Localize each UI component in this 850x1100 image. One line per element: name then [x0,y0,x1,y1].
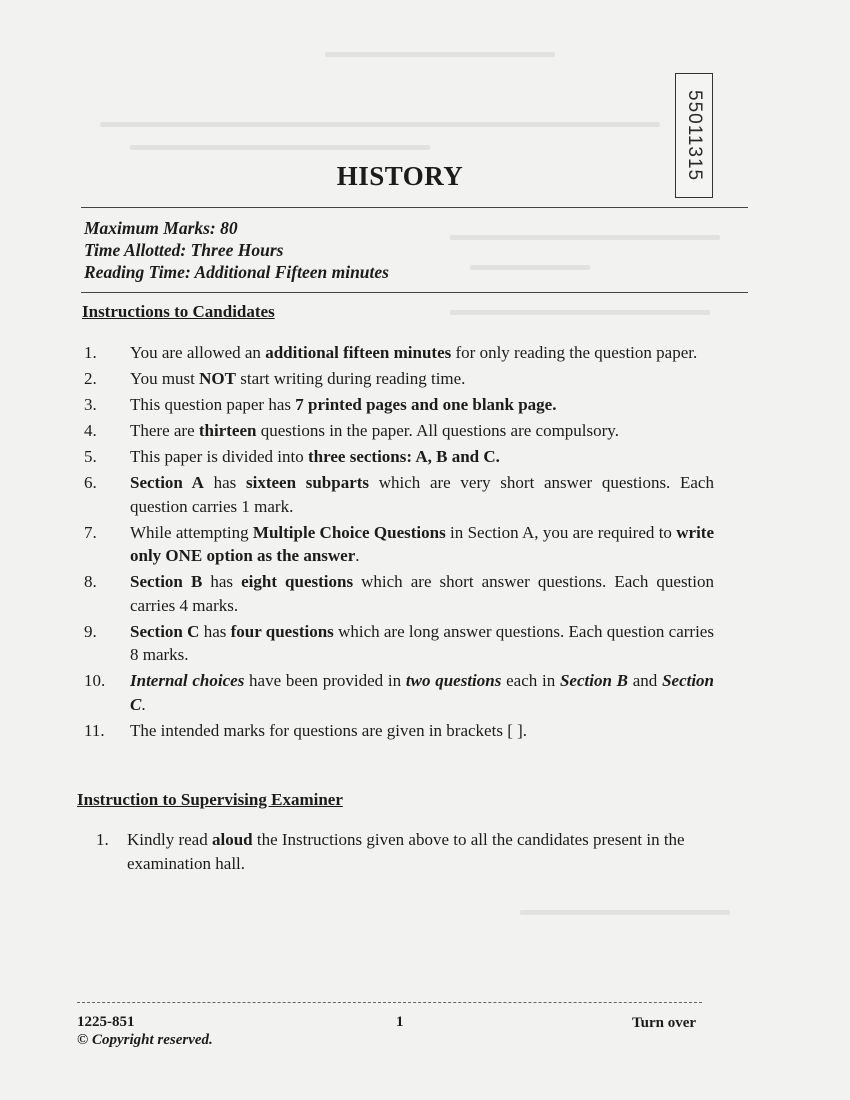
bleed-through-line [520,910,730,915]
item-text: You must [130,369,200,388]
item-text: While attempting [130,522,253,542]
emphasis-text: 7 printed pages and one blank page. [295,395,557,414]
instruction-item [84,570,714,617]
emphasis-text: write only ONE option as the answer [130,522,715,565]
bleed-through-line [470,265,590,270]
instruction-item [84,471,714,518]
item-number: 8. [84,572,97,591]
emphasis-text: NOT [199,369,236,388]
instruction-item [84,367,714,391]
item-number: 4. [84,421,97,440]
emphasis-text: thirteen [198,421,257,440]
footer-code: 1225-851 [77,1014,135,1030]
item-text: for only reading the question paper. [451,343,698,362]
item-number: 7. [84,522,97,542]
emphasis-text: Multiple Choice Questions [252,522,446,542]
bleed-through-line [130,145,430,150]
emphasis-text: aloud [211,830,253,849]
item-text: This paper is divided into [130,447,309,466]
emphasis-text: Section C [130,621,200,641]
item-number: 10. [84,671,106,690]
item-text: has [203,473,246,492]
item-text: each in [501,671,560,690]
item-number: 6. [84,473,97,492]
item-number: 2. [84,369,97,388]
item-text: has [199,621,231,641]
instructions-heading: Instructions to Candidates [82,302,275,321]
instruction-item [84,419,714,443]
item-number: 1. [96,830,109,849]
instruction-item [84,620,714,667]
item-text: This question paper has [130,395,296,414]
copyright: © Copyright reserved. [77,1032,213,1048]
examiner-instructions-list [96,828,711,875]
divider [81,207,748,208]
item-text: . [141,694,146,714]
emphasis-text: Section B [130,572,203,591]
item-text: in Section A, you are required to [445,522,677,542]
item-text: have been provided in [244,671,406,690]
instruction-item [84,445,714,469]
time-allotted: Time Allotted: Three Hours [84,240,284,260]
page-number: 1 [396,1014,404,1030]
emphasis-text: three sections: A, B and C. [308,447,500,466]
emphasis-text: Section B [559,671,629,690]
instruction-item [84,393,714,417]
emphasis-text: Section A [130,473,204,492]
item-text: which are short answer questions. Each question carries 4 marks. [130,572,715,615]
item-number: 1. [84,343,97,362]
item-number: 11. [84,720,105,740]
item-number: 3. [84,395,97,414]
emphasis-text: four questions [230,621,334,641]
turn-over: Turn over [632,1015,697,1031]
item-text: The intended marks for questions are given in brackets [ ]. [130,720,528,740]
instructions-list [84,341,714,745]
item-number: 5. [84,447,97,466]
item-text: questions in the paper. All questions are compulsory. [256,421,619,440]
item-text: has [202,572,242,591]
bleed-through-line [450,235,720,240]
item-text: and [628,671,663,690]
instruction-item [84,719,714,743]
emphasis-text: Section C [130,671,715,714]
paper-code: 55011315 [684,89,705,182]
max-marks: Maximum Marks: 80 [84,218,238,238]
instruction-item [84,341,714,365]
page-title: HISTORY [336,161,464,191]
bleed-through-line [325,52,555,57]
bleed-through-line [450,310,710,315]
item-text: start writing during reading time. [235,369,466,388]
instruction-item [84,521,714,568]
item-text: which are very short answer questions. Each question carries 1 mark. [130,473,714,516]
footer-divider [77,1002,702,1003]
emphasis-text: two questions [405,671,502,690]
emphasis-text: sixteen subparts [245,473,370,492]
item-text: . [355,546,360,565]
emphasis-text: Internal choices [130,671,245,690]
item-text: which are long answer questions. Each question carries 8 marks. [130,621,714,664]
instruction-item [84,669,714,716]
item-text: the Instructions given above to all the candidates present in the examination hall. [127,830,685,873]
item-text: Kindly read [127,830,212,849]
exam-meta [84,217,389,283]
divider [81,292,748,293]
item-number: 9. [84,621,97,641]
examiner-heading: Instruction to Supervising Examiner [77,790,343,809]
item-text: There are [130,421,199,440]
emphasis-text: additional fifteen minutes [265,343,452,362]
bleed-through-line [100,122,660,127]
examiner-instruction-item [96,828,711,875]
item-text: You are allowed an [130,343,266,362]
emphasis-text: eight questions [241,572,354,591]
reading-time: Reading Time: Additional Fifteen minutes [84,262,389,282]
